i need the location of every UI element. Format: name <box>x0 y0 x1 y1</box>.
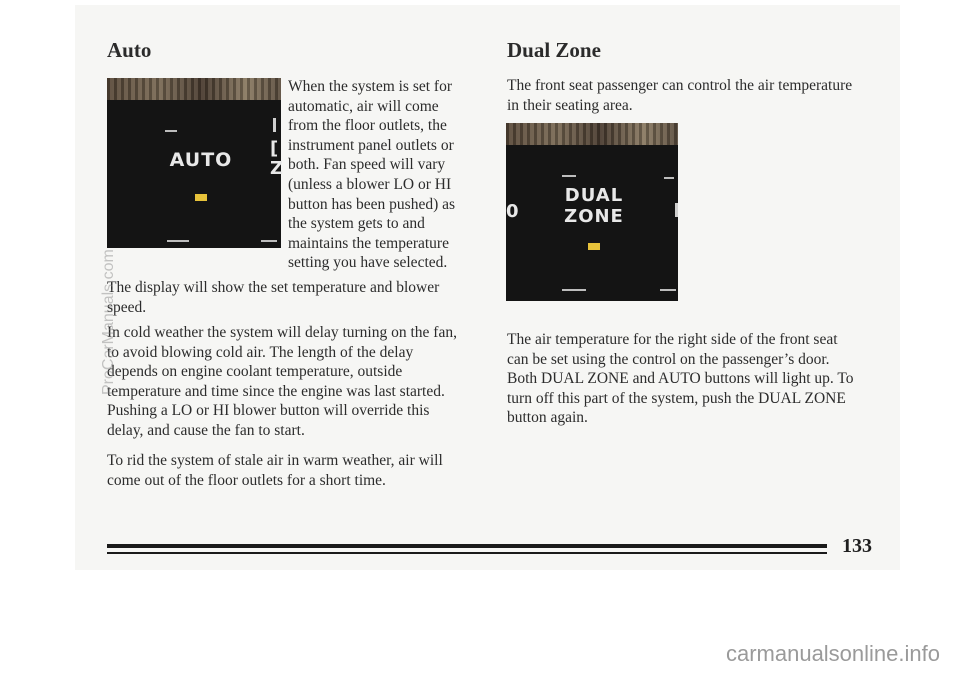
body-line: can be set using the control on the passenger’s door. <box>507 350 830 368</box>
display-paragraph <box>107 278 487 317</box>
intro-line: The front seat passenger can control the air temperature <box>507 77 853 94</box>
para-line: To rid the system of stale air in warm weather, air will <box>107 452 443 469</box>
photo-dash-top-left <box>165 130 177 132</box>
para-line: speed. <box>107 298 147 316</box>
dual-zone-heading: Dual Zone <box>507 38 601 62</box>
photo-dash-bottom-left <box>562 289 586 291</box>
side-line: the system gets to and <box>288 215 425 233</box>
photo-dash-bottom-right <box>660 289 676 291</box>
auto-indicator-light <box>195 194 207 201</box>
auto-side-text <box>288 77 488 273</box>
side-line: setting you have selected. <box>288 254 448 272</box>
photo-dash-top-left <box>562 175 576 177</box>
para-line: In cold weather the system will delay turning on the fan, <box>107 324 457 341</box>
side-line: When the system is set for <box>288 78 453 95</box>
para-line: to avoid blowing cold air. The length of the delay <box>107 343 414 361</box>
body-line: The air temperature for the right side of the front seat <box>507 331 838 348</box>
side-line: maintains the temperature <box>288 234 449 252</box>
photo-dash-bottom-right <box>261 240 277 242</box>
dual-zone-button-photo <box>506 123 678 301</box>
para-line: temperature and time since the engine was last started. <box>107 382 445 400</box>
body-line: Both DUAL ZONE and AUTO buttons will light up. To <box>507 370 854 388</box>
dual-zone-indicator-light <box>588 243 600 250</box>
side-line: button has been pushed) as <box>288 195 456 213</box>
body-line: turn off this part of the system, push the DUAL ZONE <box>507 389 846 407</box>
auto-button-photo <box>107 78 285 248</box>
side-line: from the floor outlets, the <box>288 117 447 135</box>
auto-label: AUTO <box>169 149 233 171</box>
para-line: delay, and cause the fan to start. <box>107 421 305 439</box>
photo-dash-top-right <box>664 177 674 179</box>
photo-dash-bottom-left <box>167 240 189 242</box>
page-number: 133 <box>842 535 872 557</box>
side-watermark: ProCarManuals.com <box>100 249 117 395</box>
photo-edge-glyph: 0 <box>506 201 520 222</box>
footer-watermark-url: carmanualsonline.info <box>725 641 940 666</box>
zone-label: ZONE <box>564 206 624 227</box>
footer-rule-thick <box>107 544 827 548</box>
photo-edge-glyph: [ <box>270 138 280 159</box>
stale-air-paragraph <box>107 451 487 490</box>
para-line: depends on engine coolant temperature, outside <box>107 363 403 381</box>
side-line: instrument panel outlets or <box>288 136 454 154</box>
para-line: come out of the floor outlets for a short time. <box>107 471 386 489</box>
photo-edge-glyph-2: Z <box>270 158 285 179</box>
dual-zone-intro <box>507 76 887 115</box>
cold-weather-paragraph <box>107 323 487 441</box>
footer-rule-thin <box>107 552 827 554</box>
auto-heading: Auto <box>107 38 152 62</box>
dual-zone-body <box>507 330 887 428</box>
dual-label: DUAL <box>564 185 624 206</box>
side-line: automatic, air will come <box>288 97 439 115</box>
photo-top-texture <box>107 78 281 100</box>
photo-tick-right <box>675 203 678 217</box>
photo-top-texture <box>506 123 678 145</box>
photo-tick-right <box>273 118 276 132</box>
side-line: (unless a blower LO or HI <box>288 175 452 193</box>
para-line: Pushing a LO or HI blower button will override this <box>107 402 430 420</box>
intro-line: in their seating area. <box>507 96 633 114</box>
side-line: both. Fan speed will vary <box>288 156 446 174</box>
body-line: button again. <box>507 409 588 427</box>
para-line: The display will show the set temperature and blower <box>107 279 440 296</box>
